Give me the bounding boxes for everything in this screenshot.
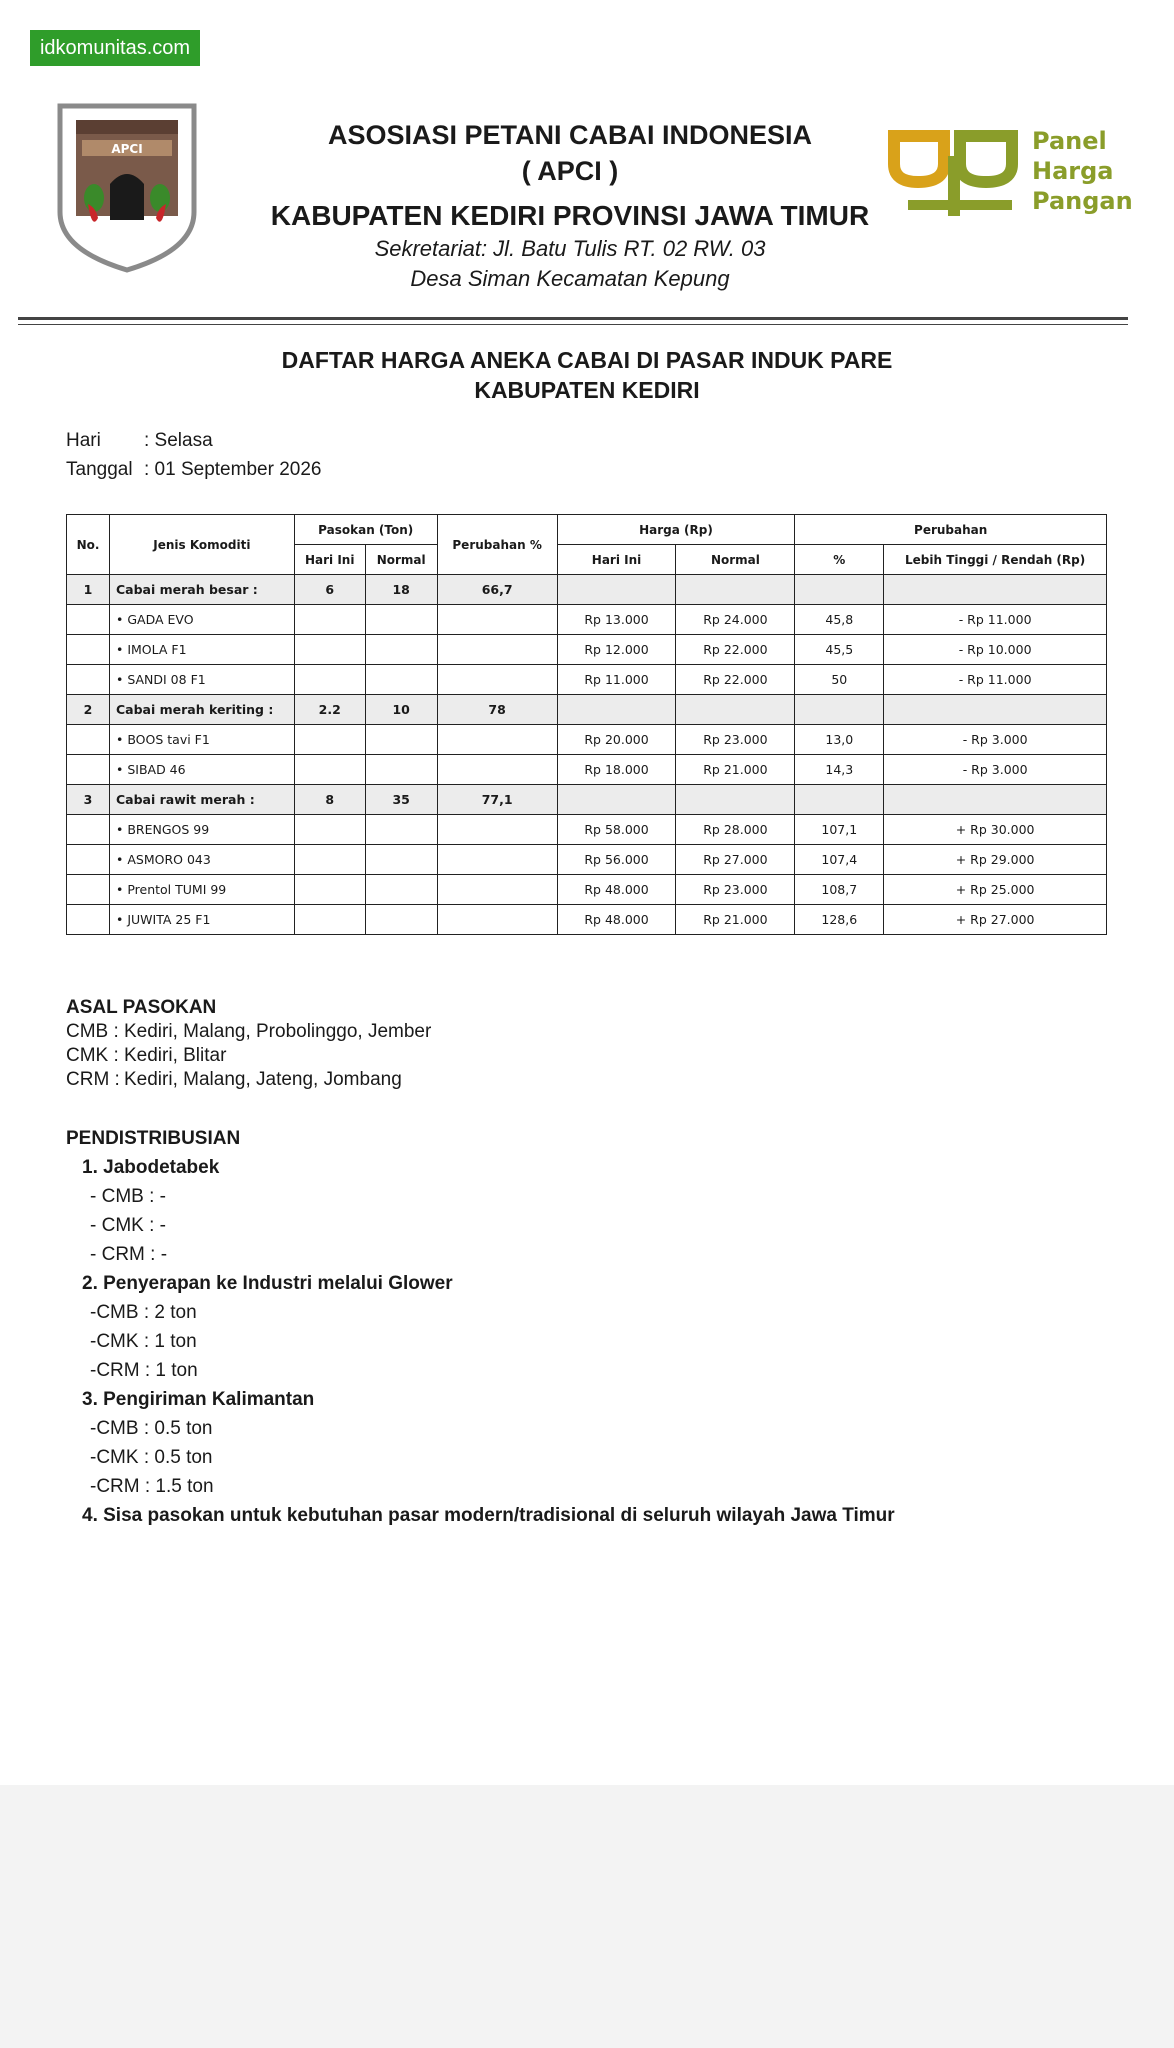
col-pct: % xyxy=(795,545,884,575)
item-pct: 107,1 xyxy=(795,815,884,845)
distribusi-item: 3. Pengiriman Kalimantan xyxy=(82,1389,315,1410)
asal-value: Kediri, Blitar xyxy=(124,1045,227,1066)
group-name: Cabai rawit merah : xyxy=(109,785,294,815)
asal-key: CMB : xyxy=(66,1021,119,1042)
group-pasokan-hari-ini: 8 xyxy=(294,785,365,815)
logo-word-harga: Harga xyxy=(1032,157,1114,185)
item-normal: Rp 21.000 xyxy=(676,755,795,785)
item-selisih: + Rp 27.000 xyxy=(884,905,1107,935)
group-pasokan-normal: 18 xyxy=(365,575,437,605)
item-normal: Rp 23.000 xyxy=(676,725,795,755)
col-lebih-tinggi-rendah: Lebih Tinggi / Rendah (Rp) xyxy=(884,545,1107,575)
group-pasokan-normal: 35 xyxy=(365,785,437,815)
item-selisih: + Rp 25.000 xyxy=(884,875,1107,905)
item-harga: Rp 18.000 xyxy=(557,755,676,785)
item-normal: Rp 27.000 xyxy=(676,845,795,875)
table-group-row xyxy=(67,785,1107,815)
item-pct: 13,0 xyxy=(795,725,884,755)
item-normal: Rp 24.000 xyxy=(676,605,795,635)
pendistribusian-section xyxy=(66,1127,895,1528)
distribusi-sub: -CMK : 0.5 ton xyxy=(90,1447,213,1468)
item-pct: 45,8 xyxy=(795,605,884,635)
item-name: • SIBAD 46 xyxy=(109,755,294,785)
asal-pasokan-title: ASAL PASOKAN xyxy=(66,997,217,1018)
asal-value: Kediri, Malang, Jateng, Jombang xyxy=(124,1069,402,1090)
asal-row xyxy=(66,1020,431,1044)
col-harga-normal: Normal xyxy=(676,545,795,575)
asal-row xyxy=(66,1068,431,1092)
item-pct: 128,6 xyxy=(795,905,884,935)
group-perubahan: 66,7 xyxy=(437,575,557,605)
group-perubahan: 78 xyxy=(437,695,557,725)
item-normal: Rp 22.000 xyxy=(676,635,795,665)
org-name: ASOSIASI PETANI CABAI INDONESIA xyxy=(327,120,813,150)
group-perubahan: 77,1 xyxy=(437,785,557,815)
distribusi-item: 4. Sisa pasokan untuk kebutuhan pasar modern/tradisional di seluruh wilayah Jawa Timur xyxy=(82,1505,895,1526)
item-selisih: + Rp 29.000 xyxy=(884,845,1107,875)
col-no: No. xyxy=(67,515,110,575)
logo-word-panel: Panel xyxy=(1032,127,1107,155)
item-selisih: - Rp 11.000 xyxy=(884,605,1107,635)
item-harga: Rp 11.000 xyxy=(557,665,676,695)
item-harga: Rp 48.000 xyxy=(557,905,676,935)
col-pasokan-hari-ini: Hari Ini xyxy=(294,545,365,575)
price-table xyxy=(66,514,1107,935)
panel-harga-pangan-logo xyxy=(888,126,1138,222)
item-pct: 14,3 xyxy=(795,755,884,785)
asal-key: CMK : xyxy=(66,1045,119,1066)
item-normal: Rp 23.000 xyxy=(676,875,795,905)
col-jenis-komoditi: Jenis Komoditi xyxy=(109,515,294,575)
table-group-row xyxy=(67,695,1107,725)
col-perubahan-pct: Perubahan % xyxy=(437,515,557,575)
table-row xyxy=(67,755,1107,785)
item-selisih: - Rp 11.000 xyxy=(884,665,1107,695)
item-harga: Rp 20.000 xyxy=(557,725,676,755)
table-row xyxy=(67,665,1107,695)
org-abbr: ( APCI ) xyxy=(521,156,619,186)
logo-word-pangan: Pangan xyxy=(1032,187,1133,215)
distribusi-sub: -CMK : 1 ton xyxy=(90,1331,197,1352)
table-row xyxy=(67,905,1107,935)
distribusi-sub: - CMK : - xyxy=(90,1215,166,1236)
table-row xyxy=(67,815,1107,845)
group-no: 1 xyxy=(67,575,110,605)
table-row xyxy=(67,605,1107,635)
item-normal: Rp 28.000 xyxy=(676,815,795,845)
tanggal-label: Tanggal xyxy=(66,459,133,480)
page-bottom-area xyxy=(0,1785,1174,2048)
item-harga: Rp 58.000 xyxy=(557,815,676,845)
distribusi-sub: -CMB : 2 ton xyxy=(90,1302,197,1323)
asal-key: CRM : xyxy=(66,1069,120,1090)
item-harga: Rp 12.000 xyxy=(557,635,676,665)
item-selisih: + Rp 30.000 xyxy=(884,815,1107,845)
asal-row xyxy=(66,1044,431,1068)
item-name: • BRENGOS 99 xyxy=(109,815,294,845)
item-name: • SANDI 08 F1 xyxy=(109,665,294,695)
kabupaten-line: KABUPATEN KEDIRI PROVINSI JAWA TIMUR xyxy=(270,200,870,231)
item-name: • JUWITA 25 F1 xyxy=(109,905,294,935)
asal-value: Kediri, Malang, Probolinggo, Jember xyxy=(124,1021,432,1042)
item-normal: Rp 21.000 xyxy=(676,905,795,935)
table-row xyxy=(67,635,1107,665)
col-harga: Harga (Rp) xyxy=(557,515,795,545)
apci-logo xyxy=(52,100,202,274)
group-no: 3 xyxy=(67,785,110,815)
apci-logo-text: APCI xyxy=(111,142,143,156)
table-group-row xyxy=(67,575,1107,605)
group-pasokan-hari-ini: 6 xyxy=(294,575,365,605)
header-divider xyxy=(18,317,1128,320)
col-pasokan: Pasokan (Ton) xyxy=(294,515,437,545)
item-name: • GADA EVO xyxy=(109,605,294,635)
tanggal-value: : 01 September 2026 xyxy=(144,459,322,480)
meta-hari xyxy=(66,428,213,454)
item-name: • IMOLA F1 xyxy=(109,635,294,665)
col-harga-hari-ini: Hari Ini xyxy=(557,545,676,575)
distribusi-sub: - CRM : - xyxy=(90,1244,168,1265)
item-pct: 45,5 xyxy=(795,635,884,665)
sekretariat-address: Sekretariat: Jl. Batu Tulis RT. 02 RW. 03 xyxy=(374,236,766,261)
item-harga: Rp 48.000 xyxy=(557,875,676,905)
item-normal: Rp 22.000 xyxy=(676,665,795,695)
item-selisih: - Rp 3.000 xyxy=(884,725,1107,755)
group-name: Cabai merah besar : xyxy=(109,575,294,605)
meta-tanggal xyxy=(66,457,321,483)
group-pasokan-hari-ini: 2.2 xyxy=(294,695,365,725)
item-harga: Rp 13.000 xyxy=(557,605,676,635)
distribusi-item: 1. Jabodetabek xyxy=(82,1157,220,1178)
distribusi-sub: -CMB : 0.5 ton xyxy=(90,1418,213,1439)
watermark-label: idkomunitas.com xyxy=(30,30,200,66)
table-row xyxy=(67,845,1107,875)
desa-address: Desa Siman Kecamatan Kepung xyxy=(410,266,730,291)
group-pasokan-normal: 10 xyxy=(365,695,437,725)
item-selisih: - Rp 3.000 xyxy=(884,755,1107,785)
header-divider-thin xyxy=(18,324,1128,325)
document-title: DAFTAR HARGA ANEKA CABAI DI PASAR INDUK PARE xyxy=(281,347,893,373)
group-name: Cabai merah keriting : xyxy=(109,695,294,725)
item-name: • Prentol TUMI 99 xyxy=(109,875,294,905)
pendistribusian-title: PENDISTRIBUSIAN xyxy=(66,1128,241,1149)
item-harga: Rp 56.000 xyxy=(557,845,676,875)
col-pasokan-normal: Normal xyxy=(365,545,437,575)
hari-value: : Selasa xyxy=(144,430,213,451)
distribusi-sub: -CRM : 1.5 ton xyxy=(90,1476,214,1497)
table-row xyxy=(67,725,1107,755)
hari-label: Hari xyxy=(66,430,101,451)
item-name: • BOOS tavi F1 xyxy=(109,725,294,755)
item-pct: 108,7 xyxy=(795,875,884,905)
item-pct: 50 xyxy=(795,665,884,695)
asal-pasokan-section xyxy=(66,996,431,1092)
document-subtitle: KABUPATEN KEDIRI xyxy=(474,377,700,403)
distribusi-sub: - CMB : - xyxy=(90,1186,166,1207)
distribusi-sub: -CRM : 1 ton xyxy=(90,1360,198,1381)
distribusi-item: 2. Penyerapan ke Industri melalui Glower xyxy=(82,1273,453,1294)
item-pct: 107,4 xyxy=(795,845,884,875)
table-row xyxy=(67,875,1107,905)
item-selisih: - Rp 10.000 xyxy=(884,635,1107,665)
item-name: • ASMORO 043 xyxy=(109,845,294,875)
group-no: 2 xyxy=(67,695,110,725)
col-perubahan: Perubahan xyxy=(795,515,1107,545)
